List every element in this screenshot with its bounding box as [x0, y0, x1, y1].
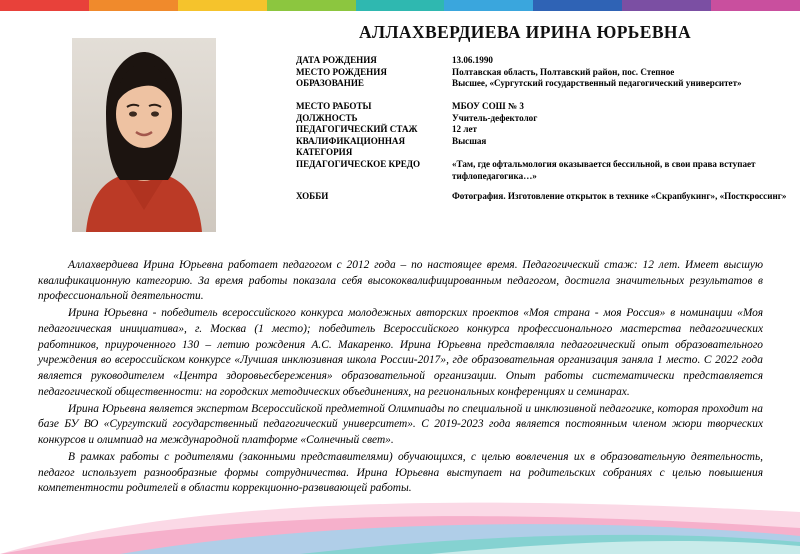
ribbon-segment-7	[622, 0, 711, 11]
paragraph: В рамках работы с родителями (законными представителями) обучающихся, с целью вовлечения их в образовательную деятельность, педагог использует разнообразные формы сотрудничества. Ирина Юрьевна выступает на родительских собраниях с целью повышения компетентности родителей в области коррекционно-развивающей работы.	[38, 450, 763, 495]
info-table	[296, 55, 790, 203]
ribbon-segment-5	[444, 0, 533, 11]
paragraph: Аллахвердиева Ирина Юрьевна работает педагогом с 2012 года – по настоящее время. Педагогический стаж: 12 лет. Имеет высшую квалификационную категорию. За время работы показала себя высококвалифицированным педагогом, достигла значительных результатов в профессиональной деятельности.	[38, 259, 763, 303]
page-title: АЛЛАХВЕРДИЕВА ИРИНА ЮРЬЕВНА	[359, 22, 691, 42]
ribbon-segment-2	[178, 0, 267, 11]
info-spacer	[296, 182, 790, 191]
ribbon-segment-6	[533, 0, 622, 11]
hobby-label: ХОББИ	[296, 191, 329, 202]
info-value: 13.06.1990	[452, 55, 493, 65]
portrait-photo	[72, 38, 216, 232]
info-row	[296, 136, 790, 159]
top-color-ribbon	[0, 0, 800, 11]
ribbon-segment-8	[711, 0, 800, 11]
info-label: ОБРАЗОВАНИЕ	[296, 78, 364, 89]
hobby-value: Фотография. Изготовление открыток в технике «Скрапбукинг», «Посткроссинг»	[452, 191, 787, 202]
info-row	[296, 101, 790, 113]
info-label: ПЕДАГОГИЧЕСКИЙ СТАЖ	[296, 124, 418, 135]
info-value: МБОУ СОШ № 3	[452, 100, 524, 111]
paragraph: Ирина Юрьевна - победитель всероссийского конкурса молодежных авторских проектов «Моя страна - моя Россия» в номинации «Моя педагогическая инициатива», г. Москва (1 место); победитель Всероссийского конкурса профессионального мастерства педагогических работников, приуроченного 130 – летию рождения А.С. Макаренко. Ирина Юрьевна представляла педагогический опыт образовательного учреждения во всероссийском конкурсе «Лучшая инклюзивная школа России-2017», где образовательная организация заняла 1 место. С 2022 года является руководителем «Центра здоровьесбережения» образовательной организации. Опыт работы систематически представляется педагогической общественности: на городских методических объединениях, на региональных конференциях и семинарах.	[38, 307, 763, 398]
info-row	[296, 113, 790, 125]
credo-label: ПЕДАГОГИЧЕСКОЕ КРЕДО	[296, 159, 421, 169]
info-label: МЕСТО РАБОТЫ	[296, 100, 372, 111]
ribbon-segment-0	[0, 0, 89, 11]
info-row-credo	[296, 159, 790, 182]
biography-text	[38, 258, 763, 498]
ribbon-segment-3	[267, 0, 356, 11]
info-value: Высшая	[452, 135, 487, 146]
credo-value: «Там, где офтальмология оказывается бессильной, в свои права вступает тифлопедагогика…»	[452, 159, 756, 181]
info-spacer	[296, 90, 790, 101]
info-value: Учитель-дефектолог	[452, 112, 538, 123]
info-row	[296, 55, 790, 67]
info-row	[296, 67, 790, 79]
info-label: ДОЛЖНОСТЬ	[296, 112, 358, 123]
info-label: МЕСТО РОЖДЕНИЯ	[296, 66, 387, 77]
info-label: ДАТА РОЖДЕНИЯ	[296, 55, 377, 65]
paragraph: Ирина Юрьевна является экспертом Всероссийской предметной Олимпиады по специальной и инклюзивной педагогике, которая проходит на базе БУ ВО «Сургутский государственный педагогический университет». С 2019-2023 года является постоянным членом жюри творческих конкурсов и олимпиад на международной платформе «Солнечный свет».	[38, 402, 763, 447]
info-label: КВАЛИФИКАЦИОННАЯ КАТЕГОРИЯ	[296, 135, 406, 158]
info-row	[296, 78, 790, 90]
info-value: 12 лет	[452, 124, 477, 135]
info-value: Полтавская область, Полтавский район, пос. Степное	[452, 66, 675, 77]
info-row	[296, 124, 790, 136]
info-value: Высшее, «Сургутский государственный педагогический университет»	[452, 78, 742, 89]
ribbon-segment-4	[356, 0, 445, 11]
ribbon-segment-1	[89, 0, 178, 11]
info-row-hobby	[296, 191, 790, 203]
